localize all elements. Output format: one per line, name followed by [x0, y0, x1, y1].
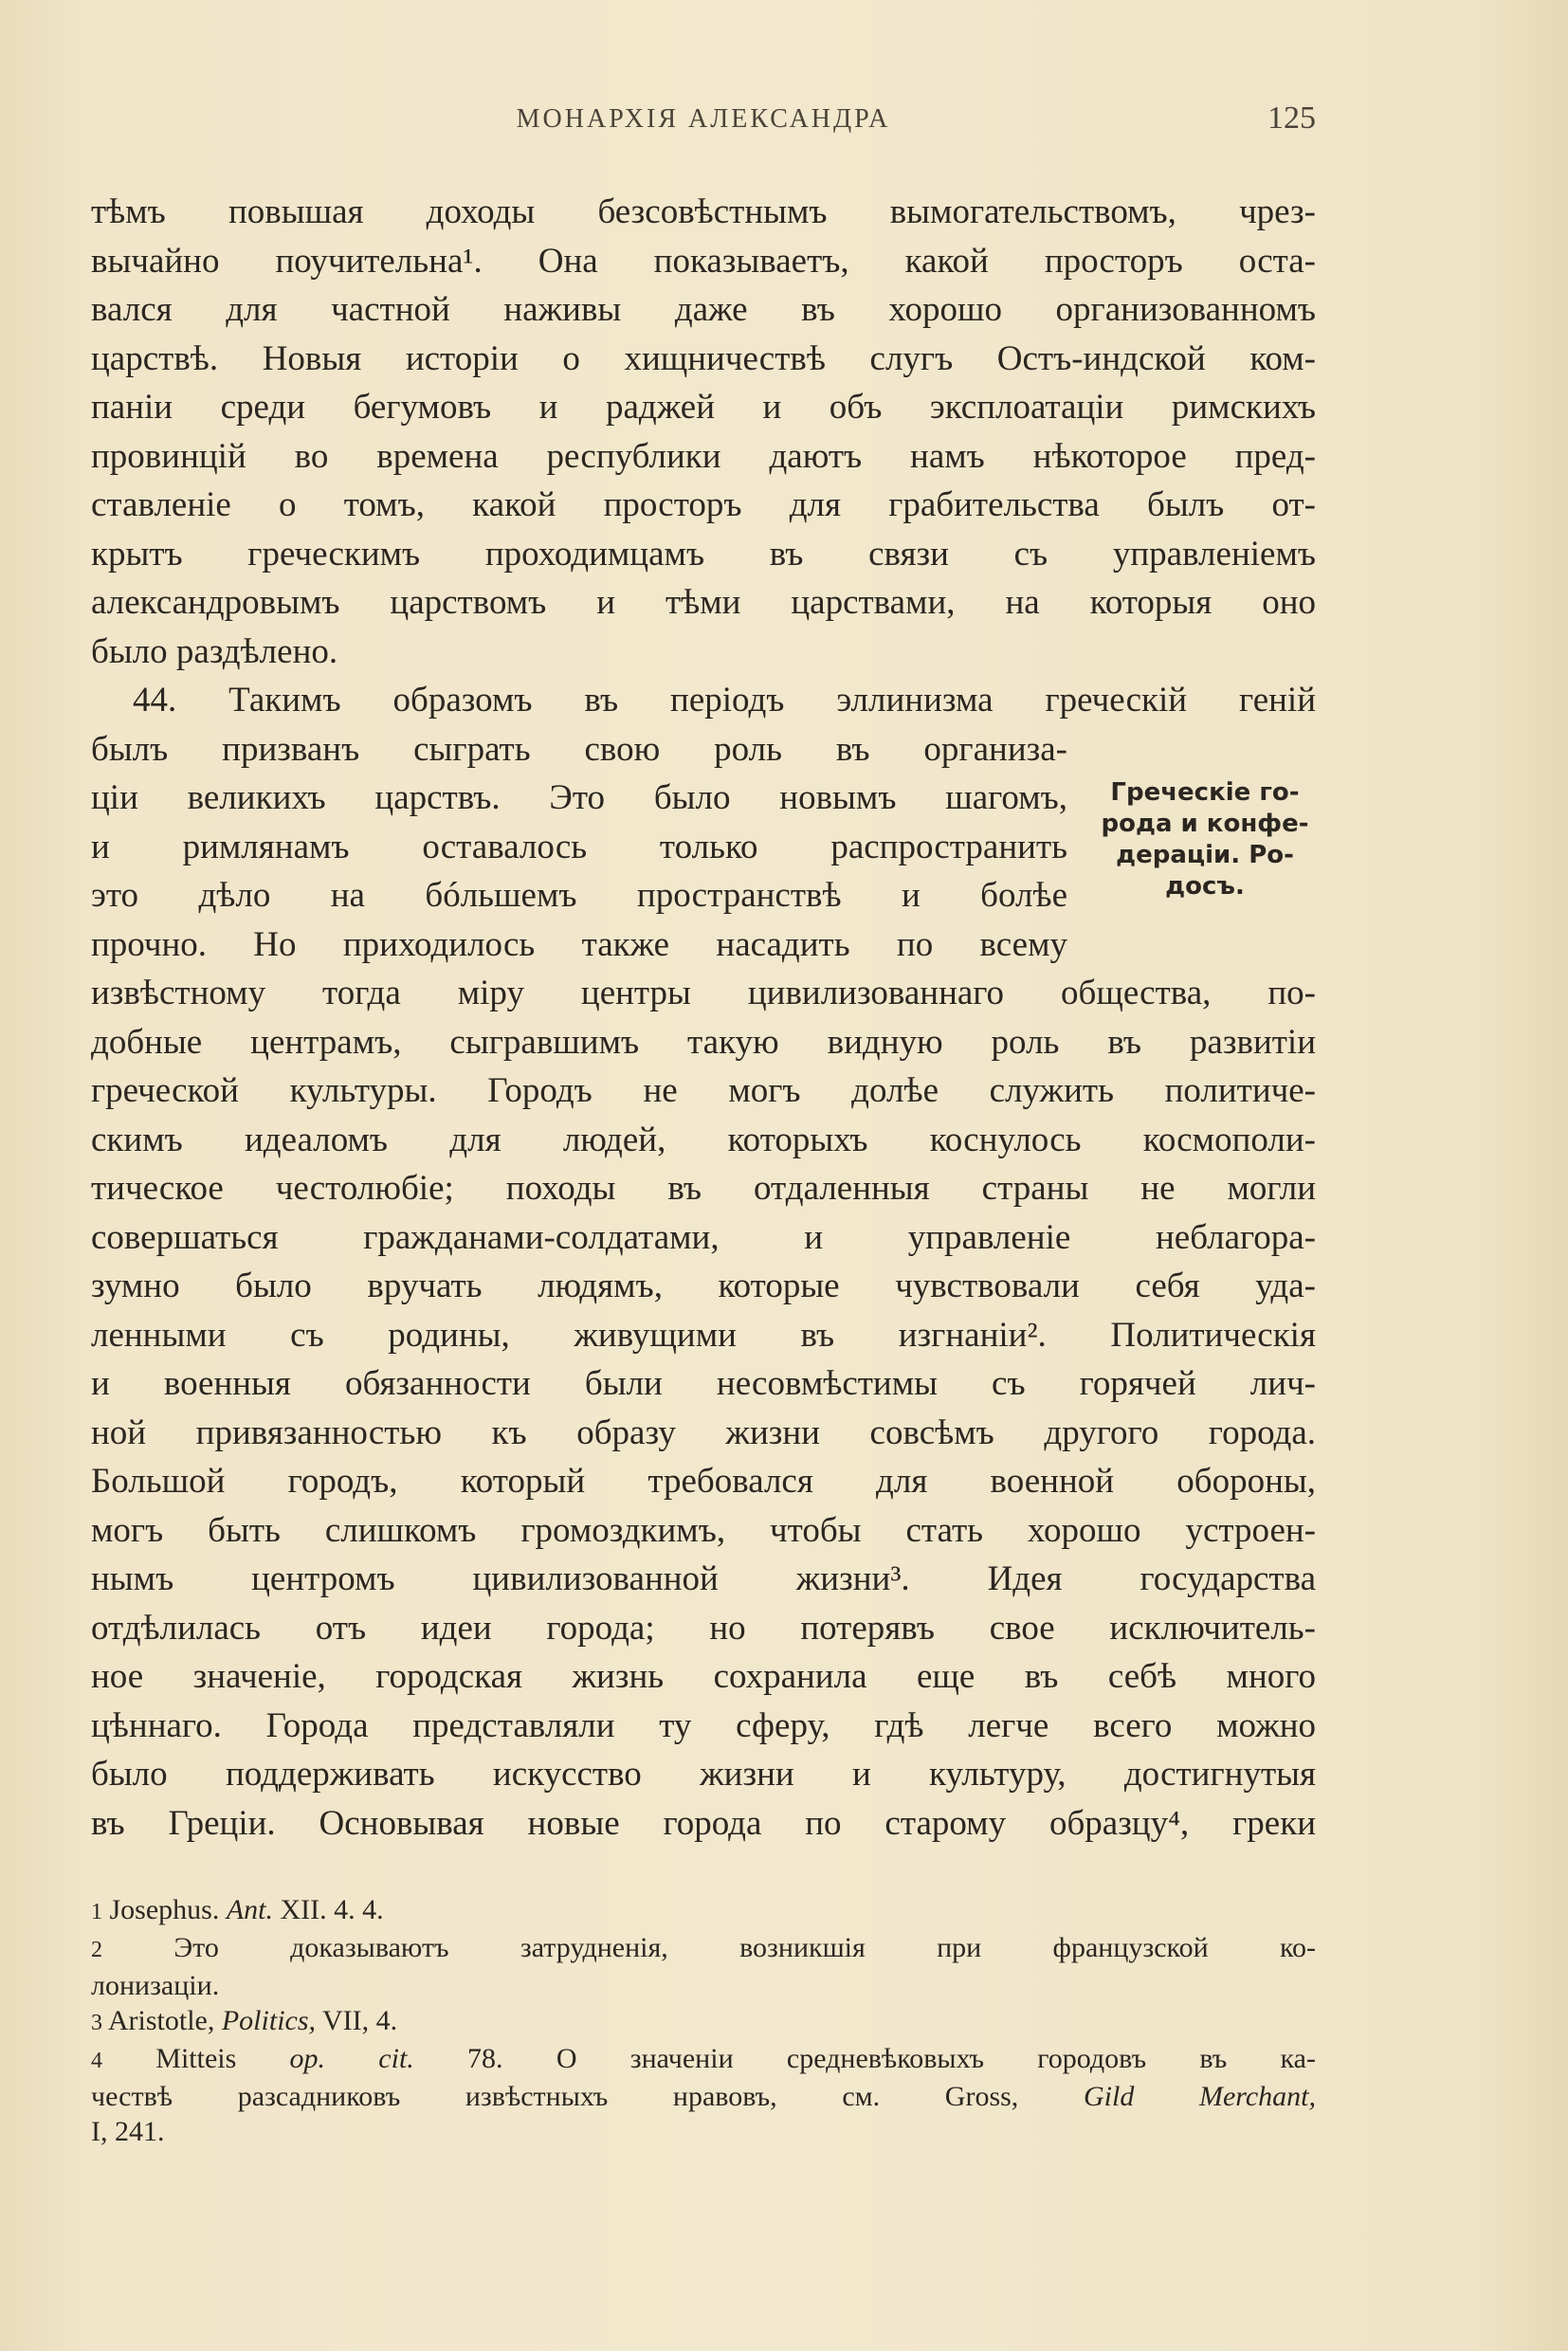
text-line: ное значеніе, городская жизнь сохранила еще въ себѣ много [91, 1657, 1316, 1696]
footnote-italic: Ant. [226, 1894, 274, 1925]
footnote-italic: Gild Merchant, [1083, 2081, 1317, 2112]
text-line: скимъ идеаломъ для людей, которыхъ коснулось космополи- [91, 1120, 1316, 1159]
text-line: совершаться гражданами-солдатами, и управленіе неблагора- [91, 1217, 1316, 1257]
text-line: 44. Такимъ образомъ въ періодъ эллинизма греческій геній [133, 681, 1316, 720]
footnote-text: Это доказываютъ затрудненія, возникшія при французской ко- [173, 1932, 1317, 1963]
page-header [91, 100, 1316, 152]
running-title: МОНАРХІЯ АЛЕКСАНДРА [516, 104, 891, 134]
text-line: александровымъ царствомъ и тѣми царствами, на которыя оно [91, 583, 1316, 622]
margin-note-line: рода и конфе- [1101, 810, 1309, 838]
text-line: прочно. Но приходилось также насадить по всему [91, 924, 1067, 964]
text-line: ставленіе о томъ, какой просторъ для грабительства былъ от- [91, 485, 1316, 524]
footnote-text: I, 241. [91, 2116, 165, 2147]
footnote-text: Josephus. [109, 1894, 227, 1925]
text-line: добные центрамъ, сыгравшимъ такую видную роль въ развитіи [91, 1022, 1316, 1062]
text-line: было поддерживать искусство жизни и культуру, достигнутыя [91, 1755, 1316, 1794]
text-line: былъ призванъ сыграть свою роль въ организа- [91, 729, 1067, 769]
text-line: было раздѣлено. [91, 631, 338, 671]
text-line: и военныя обязанности были несовмѣстимы съ горячей лич- [91, 1364, 1316, 1403]
page-number: 125 [1267, 100, 1316, 136]
footnote-text: XII. 4. 4. [273, 1894, 384, 1925]
text-line: греческой культуры. Городъ не могъ долѣе служить политиче- [91, 1071, 1316, 1110]
footnote-2 [91, 1930, 1316, 2003]
text-line: въ Греціи. Основывая новые города по старому образцу⁴, греки [91, 1803, 1316, 1843]
text-line: ціи великихъ царствъ. Это было новымъ шагомъ, [91, 778, 1067, 817]
footnote-1 [91, 1892, 1316, 1930]
footnote-text: Aristotle, [107, 2005, 222, 2036]
footnote-number: 3 [91, 2011, 102, 2035]
footnote-text: лонизаціи. [91, 1970, 220, 2001]
text-line: Большой городъ, который требовался для военной обороны, [91, 1462, 1316, 1501]
footnote-4 [91, 2041, 1316, 2149]
footnote-text: VII, 4. [316, 2005, 398, 2036]
text-line: ной привязанностью къ образу жизни совсѣмъ другого города. [91, 1412, 1316, 1452]
text-line: тѣмъ повышая доходы безсовѣстнымъ вымогательствомъ, чрез- [91, 192, 1316, 231]
footnote-italic: op. cit. [289, 2043, 414, 2074]
margin-note [1086, 777, 1323, 902]
text-line: извѣстному тогда міру центры цивилизованнаго общества, по- [91, 974, 1316, 1012]
text-line: зумно было вручать людямъ, которые чувствовали себя уда- [91, 1267, 1316, 1305]
footnote-3 [91, 2003, 1316, 2041]
text-line: вычайно поучительна¹. Она показываетъ, какой просторъ оста- [91, 241, 1316, 281]
text-line: тическое честолюбіе; походы въ отдаленныя страны не могли [91, 1169, 1316, 1208]
footnote-italic: Politics, [221, 2005, 317, 2036]
text-line: паніи среди бегумовъ и раджей и объ эксплоатаціи римскихъ [91, 388, 1316, 427]
margin-note-line: дераціи. Ро- [1116, 841, 1294, 869]
text-line: отдѣлилась отъ идеи города; но потерявъ свое исключитель- [91, 1608, 1316, 1648]
text-line: вался для частной наживы даже въ хорошо организованномъ [91, 290, 1316, 329]
footnote-text: 78. О значеніи средневѣковыхъ городовъ въ ка- [413, 2043, 1316, 2074]
footnote-number: 4 [91, 2049, 102, 2073]
text-line: это дѣло на бóльшемъ пространствѣ и болѣе [91, 876, 1067, 915]
text-line: нымъ центромъ цивилизованной жизни³. Идея государства [91, 1559, 1316, 1598]
text-line: провинцій во времена республики даютъ намъ нѣкоторое пред- [91, 436, 1316, 476]
text-line: цѣннаго. Города представляли ту сферу, гдѣ легче всего можно [91, 1705, 1316, 1745]
footnote-number: 1 [91, 1900, 102, 1924]
footnote-text: Mitteis [155, 2043, 290, 2074]
text-line: и римлянамъ оставалось только распространить [91, 827, 1067, 866]
body-text [91, 188, 1316, 1848]
text-line: ленными съ родины, живущими въ изгнаніи². Политическія [91, 1315, 1316, 1355]
margin-note-line: Греческіе го- [1110, 778, 1300, 807]
footnote-number: 2 [91, 1938, 102, 1962]
text-line: могъ быть слишкомъ громоздкимъ, чтобы стать хорошо устроен- [91, 1510, 1316, 1550]
footnotes [91, 1892, 1316, 2149]
margin-note-line: досъ. [1165, 872, 1245, 901]
text-line: крытъ греческимъ проходимцамъ въ связи съ управленіемъ [91, 534, 1316, 574]
footnote-text: чествѣ разсадниковъ извѣстныхъ нравовъ, см. Gross, [91, 2081, 1084, 2112]
text-line: царствѣ. Новыя исторіи о хищничествѣ слугъ Остъ-индской ком- [91, 338, 1316, 378]
